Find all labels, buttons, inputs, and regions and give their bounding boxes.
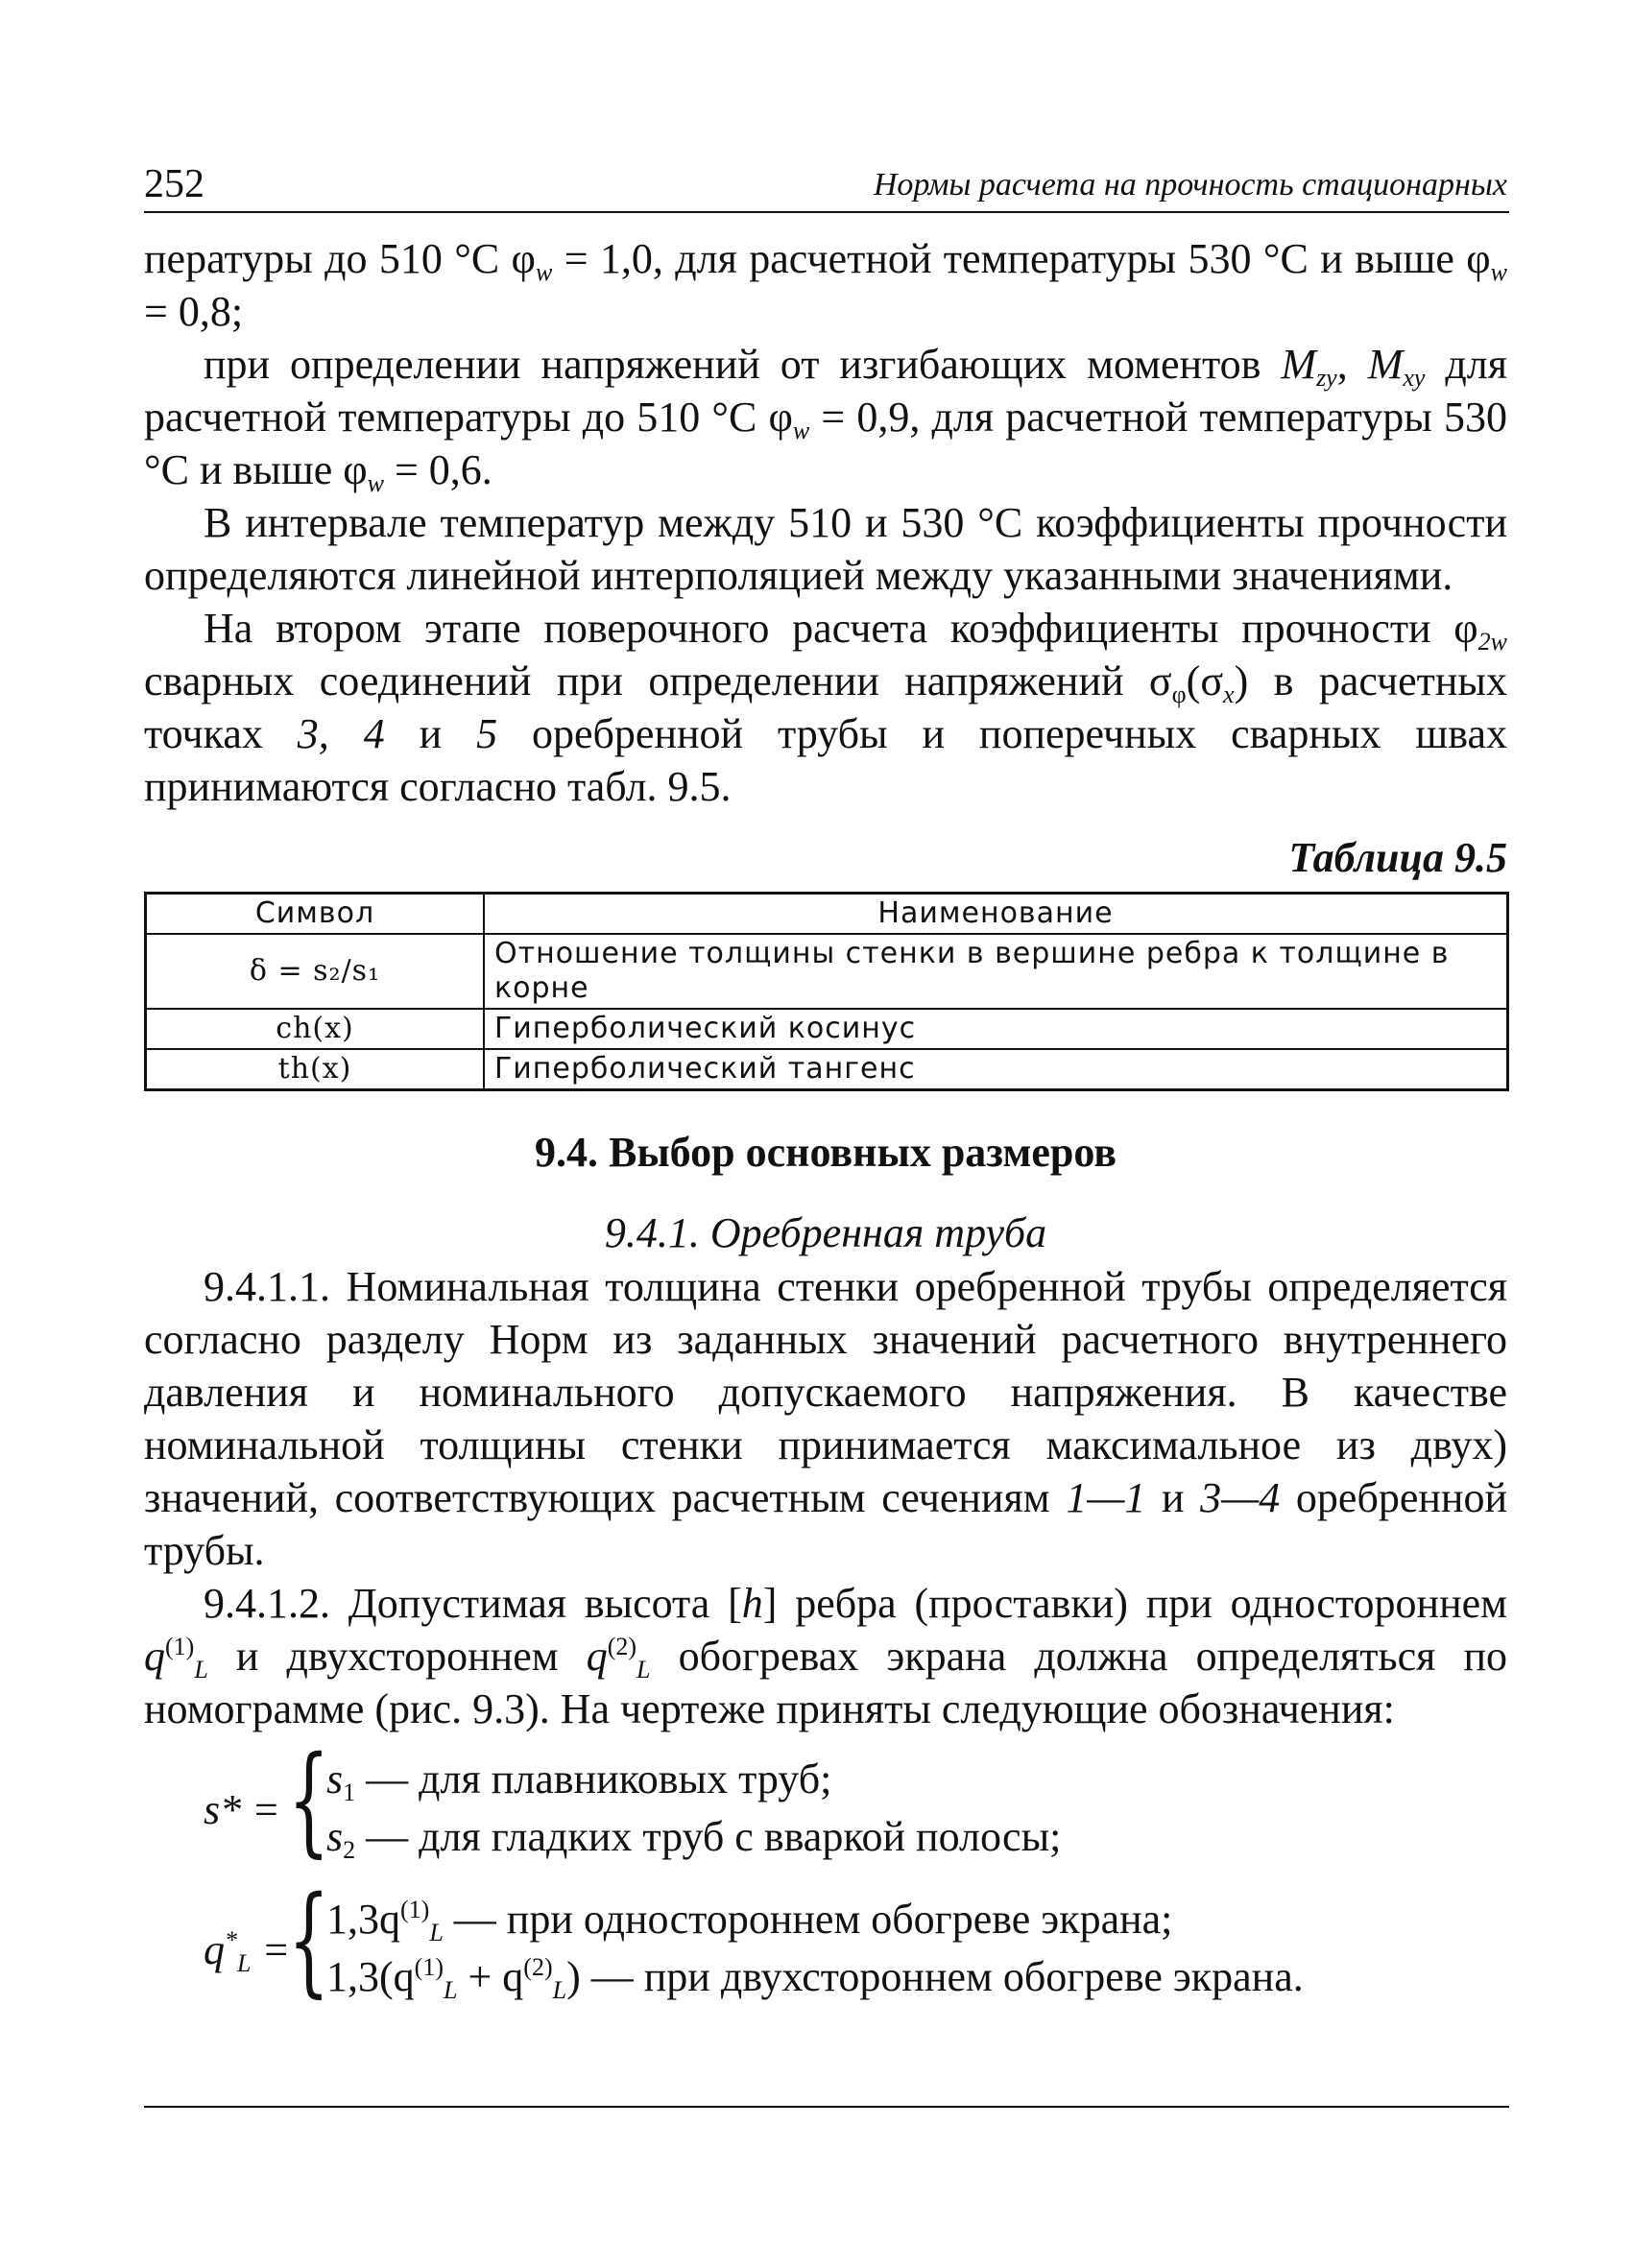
table-cell-name: Гиперболический косинус (484, 1009, 1508, 1049)
formula-s-line-2: $s_2$ — для гладких труб с вваркой полосы; (326, 1813, 1062, 1864)
table-row (146, 1049, 1508, 1090)
paragraph-5: 9.4.1.1. Номинальная толщина стенки оребренной трубы определяется согласно разделу Норм из заданных значений расчетного внутреннего давления и номинального допускаемого напряжения. В качестве номинальной толщины стенки принимается максимальное из двух) значений, соответствующих расчетным сечениям 1—1 и 3—4 оребренной трубы. (144, 1263, 1508, 1574)
table-header-symbol: Символ (146, 894, 485, 935)
table-cell-symbol: th(x) (146, 1049, 485, 1090)
symbols-table (144, 892, 1509, 1091)
formula-s-star (144, 1731, 1507, 1870)
formula-s-line-1: $s_1$ — для плавниковых труб; (326, 1755, 832, 1806)
formula-s-lhs: s* = (204, 1786, 280, 1833)
header-rule (144, 211, 1509, 213)
table-header-name: Наименование (484, 894, 1508, 935)
paragraph-1: пературы до 510 °С $\varphi_w = 1,0$, для расчетной температуры 530 °С и выше $\varphi_w = 0,8$; (144, 235, 1508, 335)
paragraph-3: В интервале температур между 510 и 530 °С коэффициенты прочности определяются линейной интерполяцией между указанными значениями. (144, 499, 1507, 599)
formula-q-line-1: $1,3q^{(1)}_L$ — при одностороннем обогреве экрана; (326, 1896, 1173, 1946)
bottom-rule (144, 2106, 1509, 2108)
page-body (144, 232, 1508, 2010)
table-cell-name: Гиперболический тангенс (484, 1049, 1508, 1090)
table-cell-symbol: ch(x) (146, 1009, 485, 1049)
paragraph-2: при определении напряжений от изгибающих моментов $M_{zy}$, $M_{xy}$ для расчетной температуры до 510 °С $\varphi_w = 0,9$, для расчетной температуры 530 °С и выше $\varphi_w = 0,6$. (144, 341, 1507, 497)
table-row (146, 1009, 1508, 1049)
table-cell-symbol: δ = s₂/s₁ (146, 934, 485, 1009)
running-title: Нормы расчета на прочность стационарных (873, 167, 1507, 203)
table-row (146, 934, 1508, 1009)
formula-q-star (144, 1872, 1507, 2010)
table-header-row (146, 894, 1508, 935)
paragraph-4: На втором этапе поверочного расчета коэффициенты прочности $\varphi_{2w}$ сварных соединений при определении напряжений $\sigma_\varphi(\sigma_x)$ в расчетных точках 3, 4 и 5 оребренной трубы и поперечных сварных швах принимаются согласно табл. 9.5. (144, 605, 1508, 810)
brace: { (288, 1731, 330, 1870)
table-cell-name: Отношение толщины стенки в вершине ребра к толщине в корне (484, 934, 1508, 1009)
paragraph-6: 9.4.1.2. Допустимая высота [h] ребра (проставки) при одностороннем $q^{(1)}_L$ и двухстороннем $q^{(2)}_L$ обогревах экрана должна определяться по номограмме (рис. 9.3). На чертеже приняты следующие обозначения: (144, 1580, 1507, 1732)
table-caption: Таблица 9.5 (1288, 834, 1507, 881)
page-header (144, 161, 1507, 209)
page-number: 252 (144, 162, 204, 206)
section-title: 9.4. Выбор основных размеров (534, 1129, 1117, 1176)
formula-q-lhs: $q^*_L$ = (204, 1926, 291, 1977)
subsection-title: 9.4.1. Оребренная труба (604, 1209, 1047, 1256)
formula-q-line-2: $1,3(q^{(1)}_L + q^{(2)}_L)$ — при двухстороннем обогреве экрана. (326, 1953, 1304, 2004)
brace: { (288, 1872, 330, 2010)
